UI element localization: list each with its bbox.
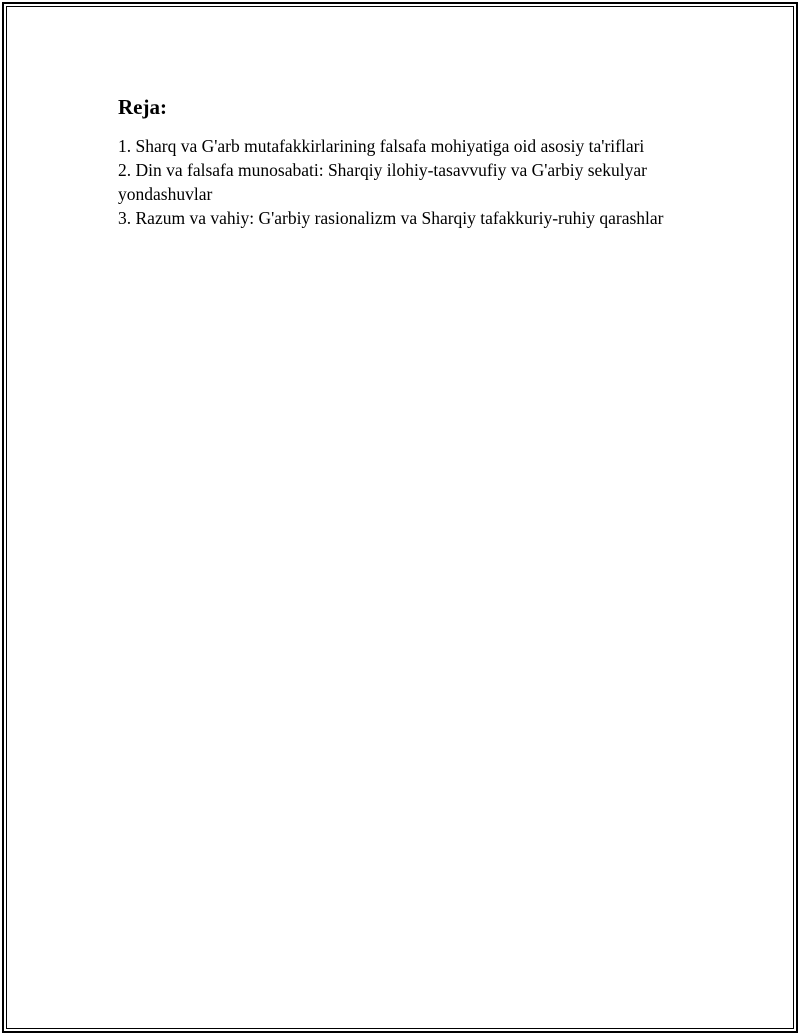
plan-heading: Reja: xyxy=(118,95,167,119)
plan-item-2: 2. Din va falsafa munosabati: Sharqiy ilohiy-tasavvufiy va G'arbiy sekulyar yondashuvlar xyxy=(118,160,647,204)
document-content xyxy=(118,94,698,230)
plan-item-3: 3. Razum va vahiy: G'arbiy rasionalizm va Sharqiy tafakkuriy-ruhiy qarashlar xyxy=(118,208,664,228)
plan-item-1: 1. Sharq va G'arb mutafakkirlarining falsafa mohiyatiga oid asosiy ta'riflari xyxy=(118,136,645,156)
plan-list xyxy=(118,134,698,230)
